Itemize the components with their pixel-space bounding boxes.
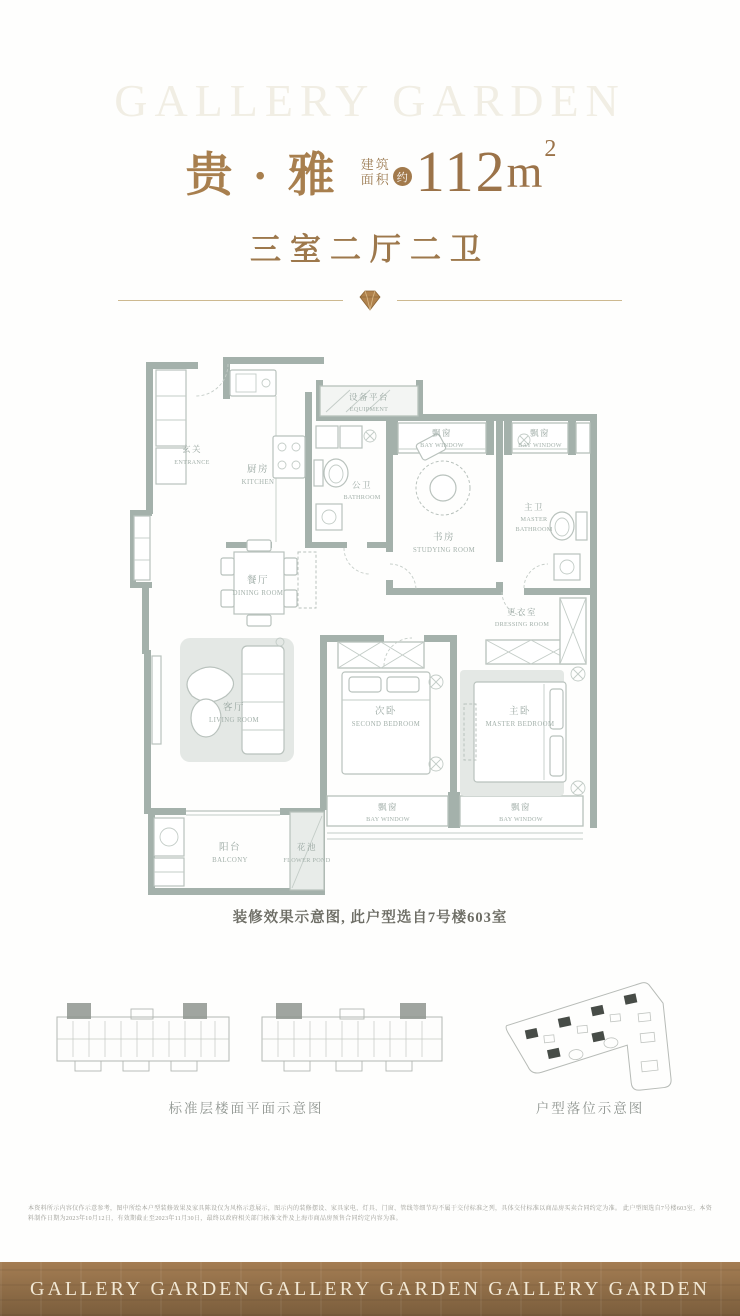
area-label-top: 建筑 (360, 156, 391, 172)
room-label-balcony: 阳台 (218, 843, 242, 853)
room-label-dining: 餐厅 (246, 576, 270, 586)
svg-text:BALCONY: BALCONY (212, 857, 248, 864)
svg-text:SECOND BEDROOM: SECOND BEDROOM (351, 721, 421, 728)
svg-text:STUDYING ROOM: STUDYING ROOM (412, 547, 476, 554)
footer-brand-center: GALLERY GARDEN (259, 1277, 481, 1300)
bottom-diagrams (0, 975, 740, 1095)
svg-text:BATHROOM: BATHROOM (343, 494, 381, 501)
disclaimer-text (28, 1204, 712, 1224)
room-label-master-bath: 主卫 (523, 502, 545, 512)
area-unit: m (506, 146, 543, 197)
svg-text:MASTER BEDROOM: MASTER BEDROOM (485, 721, 555, 728)
disclaimer-line2: 此户型图选自7号楼603室，本资料制作日期为2023年10月12日，有效期截止至2023年11月30日，最终以政府相关部门核准文件及上海市商品房预售合同约定内容为准。 (28, 1206, 712, 1222)
floor-plan (130, 352, 610, 912)
footer-brand-left: GALLERY GARDEN (30, 1277, 252, 1300)
public-bathroom-fixtures (314, 426, 376, 530)
unit-location-label: 户型落位示意图 (535, 1101, 645, 1116)
svg-text:EQUIPMENT: EQUIPMENT (349, 406, 389, 413)
title-row (0, 138, 740, 205)
diamond-gem-icon (357, 288, 383, 312)
brand-watermark: GALLERY GARDEN (114, 75, 626, 126)
divider-line-right (397, 300, 622, 301)
svg-text:BAY WINDOW: BAY WINDOW (420, 442, 464, 449)
plan-caption: 装修效果示意图, 此户型选自7号楼603室 (232, 910, 508, 926)
svg-text:LIVING ROOM: LIVING ROOM (209, 717, 259, 724)
unit-title: 贵 · 雅 (185, 150, 339, 202)
area-label-bottom: 面积 (360, 171, 391, 187)
divider-line-left (118, 300, 343, 301)
area-label (361, 157, 391, 187)
floor-plate-diagram-a (57, 1003, 229, 1071)
unit-location-diagram (503, 981, 672, 1095)
room-label-dressing: 更衣室 (506, 607, 538, 617)
room-label-entrance: 玄关 (181, 444, 203, 454)
footer-bar (0, 1262, 740, 1316)
room-label-living: 客厅 (222, 703, 246, 713)
svg-text:ENTRANCE: ENTRANCE (174, 459, 210, 466)
svg-text:BAY WINDOW: BAY WINDOW (366, 816, 410, 823)
living-room-furniture (152, 638, 294, 762)
disclaimer-line1: 本资料所示内容仅作示意参考，图中所绘本户型装修效果及家具陈设仅为风格示意展示，图示内的装修摆设、家具家电、灯具、门窗、管线等细节均不属于交付标准之列，具体交付标准以商品房买卖合同约定为准。 (28, 1206, 622, 1212)
room-label-flower-pond: 花池 (296, 842, 318, 852)
svg-text:BATHROOM: BATHROOM (515, 526, 553, 533)
room-label-bathroom: 公卫 (351, 480, 373, 490)
svg-text:MASTER: MASTER (520, 516, 548, 523)
master-bedroom-furniture (460, 667, 585, 796)
room-label-bay-top-left: 飘窗 (431, 428, 453, 438)
approx-badge: 约 (393, 167, 412, 186)
area-value: 112 (415, 139, 507, 204)
area-group (361, 138, 555, 205)
svg-text:DRESSING ROOM: DRESSING ROOM (494, 621, 550, 628)
kitchen-fixtures (230, 370, 305, 542)
floor-plate-diagram-b (262, 1003, 442, 1071)
svg-text:BAY WINDOW: BAY WINDOW (499, 816, 543, 823)
svg-text:FLOWER POND: FLOWER POND (283, 857, 331, 864)
layout-subtitle: 三室二厅二卫 (250, 232, 490, 267)
svg-text:BAY WINDOW: BAY WINDOW (518, 442, 562, 449)
room-label-bay-bottom-left: 飘窗 (377, 802, 399, 812)
room-label-equipment: 设备平台 (348, 392, 390, 402)
room-label-second-bedroom: 次卧 (374, 707, 398, 717)
floor-plate-label: 标准层楼面平面示意图 (168, 1101, 324, 1116)
room-label-bay-bottom-right: 飘窗 (510, 802, 532, 812)
room-label-kitchen: 厨房 (246, 465, 270, 475)
ornament-divider (118, 288, 622, 312)
room-label-bay-top-right: 飘窗 (529, 428, 551, 438)
svg-text:DINING ROOM: DINING ROOM (232, 590, 284, 597)
area-exponent: 2 (544, 136, 557, 162)
footer-brand-right: GALLERY GARDEN (488, 1277, 710, 1300)
entrance-closet (134, 370, 186, 580)
svg-text:KITCHEN: KITCHEN (241, 479, 275, 486)
room-label-study: 书房 (432, 533, 456, 543)
room-label-master-bedroom: 主卧 (508, 707, 532, 717)
